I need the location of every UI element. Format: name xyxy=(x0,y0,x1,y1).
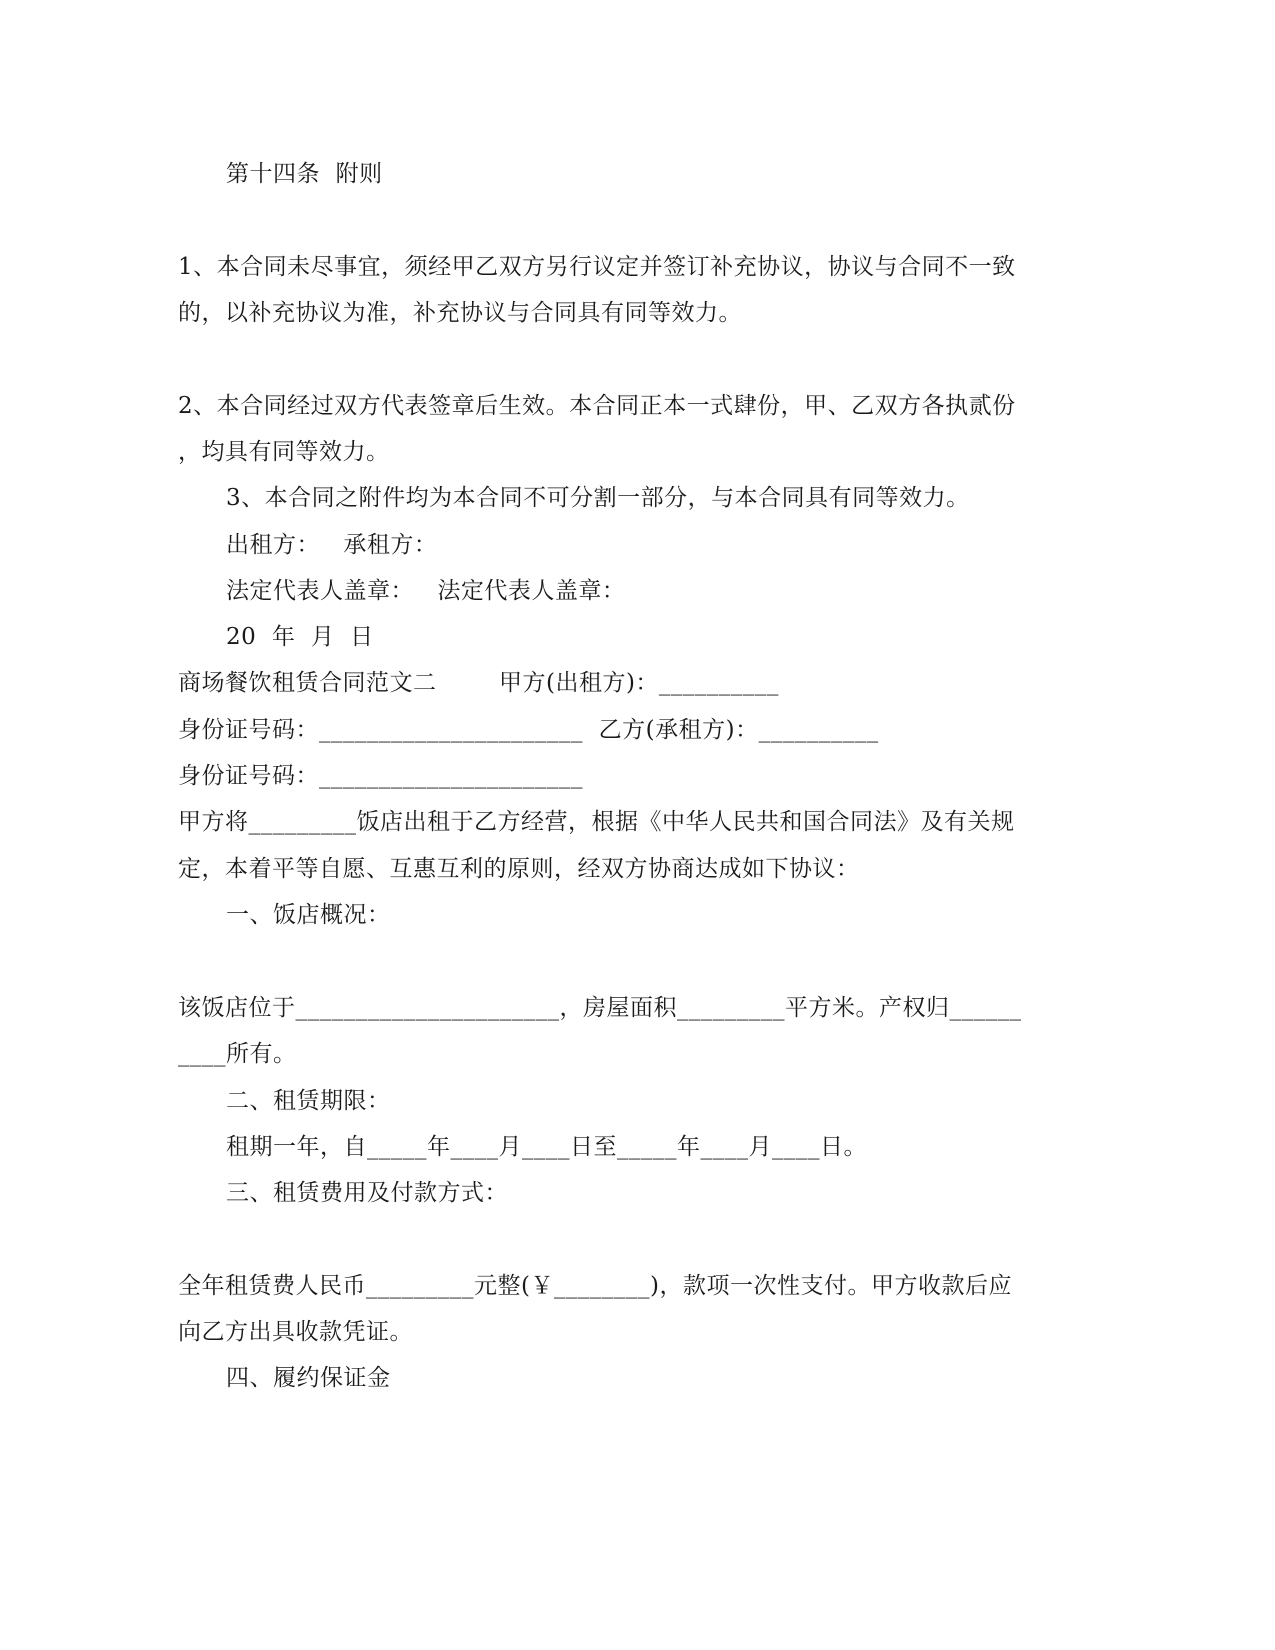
paragraph-line: 向乙方出具收款凭证。 xyxy=(178,1319,413,1345)
paragraph-line: 全年租赁费人民币_________元整(￥________)，款项一次性支付。甲方收款后应 xyxy=(178,1273,1012,1299)
signature-seals: 法定代表人盖章： 法定代表人盖章： xyxy=(226,578,626,604)
paragraph-line: 甲方将_________饭店出租于乙方经营，根据《中华人民共和国合同法》及有关规 xyxy=(178,809,1015,835)
paragraph-line: 3、本合同之附件均为本合同不可分割一部分，与本合同具有同等效力。 xyxy=(226,485,970,511)
section-title: 二、租赁期限： xyxy=(226,1088,391,1114)
id-number-line: 身份证号码：______________________ xyxy=(178,763,583,789)
paragraph-line: 的，以补充协议为准，补充协议与合同具有同等效力。 xyxy=(178,300,742,326)
contract-title-line: 商场餐饮租赁合同范文二 甲方(出租方)：__________ xyxy=(178,670,779,696)
paragraph-line: 定，本着平等自愿、互惠互利的原则，经双方协商达成如下协议： xyxy=(178,856,860,882)
paragraph-line: ____所有。 xyxy=(178,1041,297,1067)
section-title: 一、饭店概况： xyxy=(226,902,391,928)
paragraph-line: ，均具有同等效力。 xyxy=(178,439,390,465)
paragraph-line: 2、本合同经过双方代表签章后生效。本合同正本一式肆份，甲、乙双方各执贰份 xyxy=(178,393,1016,419)
signature-date: 20 年 月 日 xyxy=(226,624,374,650)
paragraph-line: 该饭店位于______________________，房屋面积_________平方米。产权归______ xyxy=(178,995,1022,1021)
paragraph-line: 1、本合同未尽事宜，须经甲乙双方另行议定并签订补充协议，协议与合同不一致 xyxy=(178,254,1016,280)
signature-parties: 出租方： 承租方： xyxy=(226,532,438,558)
paragraph-line: 租期一年，自_____年____月____日至_____年____月____日。 xyxy=(226,1134,867,1160)
article-heading: 第十四条 附则 xyxy=(226,161,383,187)
section-title: 四、履约保证金 xyxy=(226,1365,391,1391)
section-title: 三、租赁费用及付款方式： xyxy=(226,1180,508,1206)
id-number-line: 身份证号码：______________________ 乙方(承租方)：__________ xyxy=(178,717,879,743)
